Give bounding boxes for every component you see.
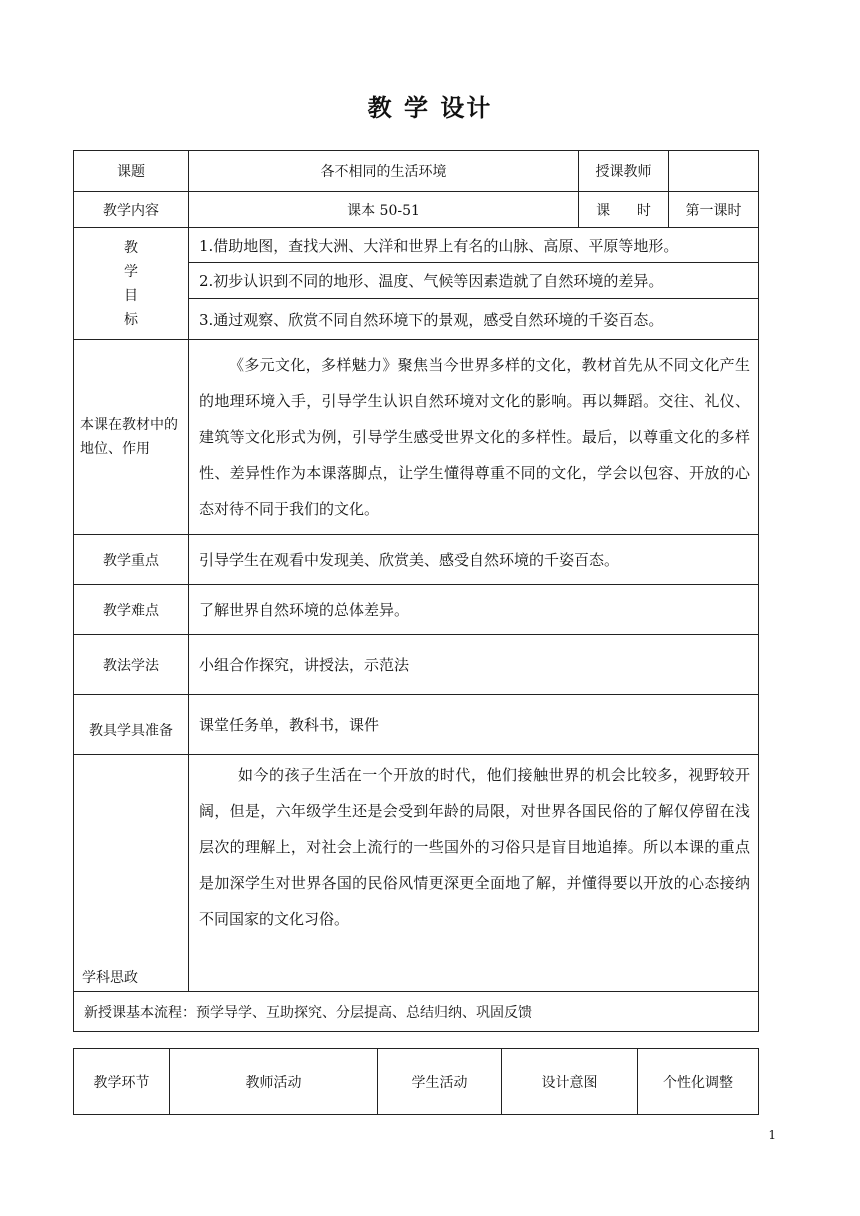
position-text: 《多元文化，多样魅力》聚焦当今世界多样的文化，教材首先从不同文化产生的地理环境入手，引导学生认识自然环境对文化的影响。再以舞蹈。交往、礼仪、建筑等文化形式为例，引导学生感受世界文化的多样性。最后，以尊重文化的多样性、差异性作为本课落脚点，让学生懂得尊重不同的文化，学会以包容、开放的心态对待不同于我们的文化。 (189, 340, 759, 535)
process-header-stage: 教学环节 (74, 1049, 170, 1115)
method-label: 教法学法 (74, 635, 189, 695)
teacher-label: 授课教师 (579, 151, 669, 192)
method-text: 小组合作探究，讲授法，示范法 (189, 635, 759, 695)
goal-item: 2.初步认识到不同的地形、温度、气候等因素造就了自然环境的差异。 (189, 263, 759, 299)
period-label: 课 时 (579, 192, 669, 228)
content-value: 课本 50-51 (189, 192, 579, 228)
difficulty-label: 教学难点 (74, 585, 189, 635)
topic-label: 课题 (74, 151, 189, 192)
materials-label: 教具学具准备 (74, 695, 189, 755)
period-value: 第一课时 (669, 192, 759, 228)
content-label: 教学内容 (74, 192, 189, 228)
process-header-adjust: 个性化调整 (638, 1049, 759, 1115)
position-label: 本课在教材中的地位、作用 (74, 340, 189, 535)
process-table (73, 1048, 759, 1115)
process-header-intent: 设计意图 (502, 1049, 638, 1115)
flow-text: 新授课基本流程：预学导学、互助探究、分层提高、总结归纳、巩固反馈 (74, 992, 759, 1032)
goal-item: 3.通过观察、欣赏不同自然环境下的景观，感受自然环境的千姿百态。 (189, 299, 759, 340)
process-header-student: 学生活动 (378, 1049, 502, 1115)
page-number: 1 (768, 1128, 776, 1142)
ideology-text: 如今的孩子生活在一个开放的时代，他们接触世界的机会比较多，视野较开阔，但是，六年级学生还是会受到年龄的局限，对世界各国民俗的了解仅停留在浅层次的理解上，对社会上流行的一些国外的习俗只是盲目地追捧。所以本课的重点是加深学生对世界各国的民俗风情更深更全面地了解，并懂得要以开放的心态接纳不同国家的文化习俗。 (189, 755, 759, 992)
goal-item: 1.借助地图，查找大洲、大洋和世界上有名的山脉、高原、平原等地形。 (189, 228, 759, 263)
materials-text: 课堂任务单，教科书，课件 (189, 695, 759, 755)
key-point-label: 教学重点 (74, 535, 189, 585)
teacher-value (669, 151, 759, 192)
goals-label: 教 学 目 标 (74, 228, 189, 340)
key-point-text: 引导学生在观看中发现美、欣赏美、感受自然环境的千姿百态。 (189, 535, 759, 585)
process-header-teacher: 教师活动 (170, 1049, 378, 1115)
ideology-label: 学科思政 (74, 755, 189, 992)
page-title: 教 学 设计 (367, 94, 493, 122)
lesson-plan-table (73, 150, 759, 1032)
difficulty-text: 了解世界自然环境的总体差异。 (189, 585, 759, 635)
topic-value: 各不相同的生活环境 (189, 151, 579, 192)
